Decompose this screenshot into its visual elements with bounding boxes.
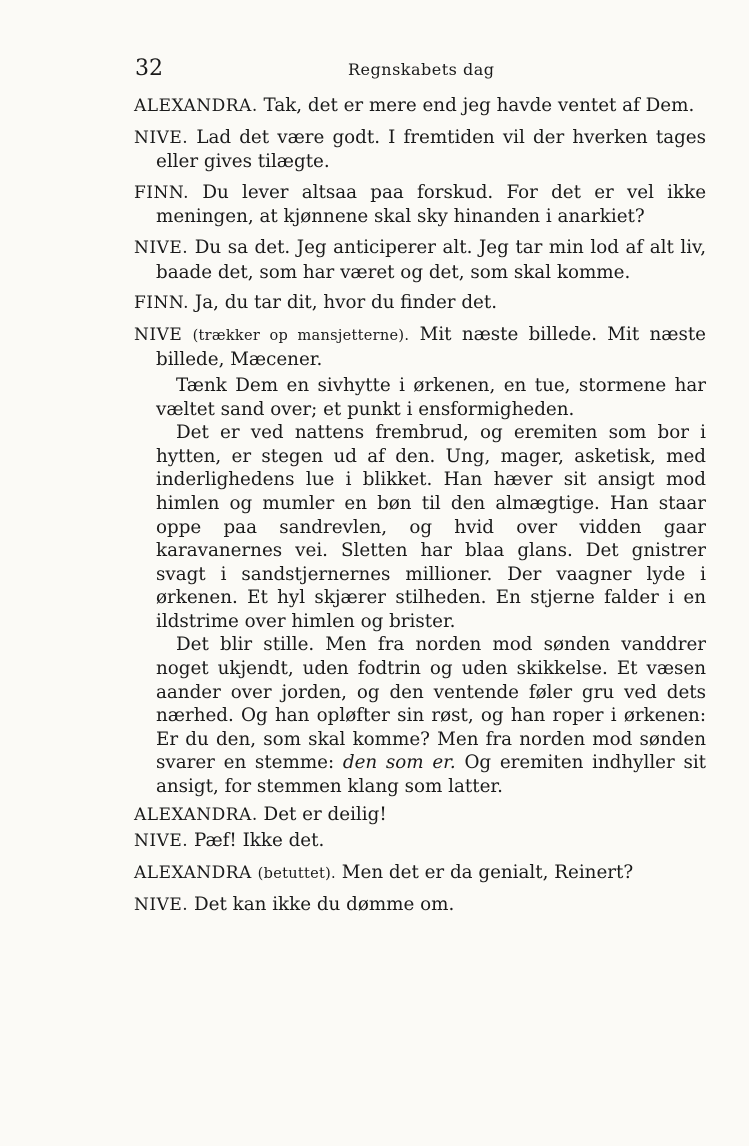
speaker: FINN. bbox=[134, 293, 190, 314]
speech-italic: den som er. bbox=[342, 752, 456, 774]
dialogue-line bbox=[134, 94, 706, 119]
speaker: ALEXANDRA. bbox=[134, 804, 258, 825]
line-text: Men det er da genialt, Reinert? bbox=[341, 861, 634, 883]
stage-direction: (betuttet). bbox=[257, 865, 336, 882]
line-text: Tak, det er mere end jeg havde ventet af Dem. bbox=[263, 95, 695, 116]
line-text: Det kan ikke du dømme om. bbox=[194, 894, 455, 916]
speaker: NIVE bbox=[134, 324, 183, 345]
dialogue-line bbox=[134, 236, 706, 284]
speech-paragraph bbox=[134, 633, 706, 798]
line-text: Mit næste billede. Mit næste billede, Mæcener. bbox=[156, 323, 707, 371]
speaker: NIVE. bbox=[134, 237, 189, 258]
speaker: NIVE. bbox=[134, 831, 189, 852]
line-text: Du sa det. Jeg anticiperer alt. Jeg tar min lod af alt liv, baade det, som har været og det, som skal komme. bbox=[156, 236, 707, 283]
page-body bbox=[134, 94, 706, 925]
line-text: Det er deilig! bbox=[263, 803, 387, 825]
speaker: FINN. bbox=[134, 182, 190, 203]
speaker: NIVE. bbox=[134, 127, 189, 148]
speaker: NIVE. bbox=[134, 895, 189, 916]
speech-text: Det blir stille. Men fra norden mod sønden vanddrer noget ukjendt, uden fodtrin og uden skikkelse. Et væsen aander over jorden, og den ventende føler gru ved dets nærhed. Og han opløfter sin røst, og han roper i ørkenen: Er du den, som skal komme? Men fra norden mod sønden svarer en stemme: bbox=[156, 634, 706, 774]
page-header bbox=[135, 56, 635, 86]
running-title: Regnskabets dag bbox=[348, 60, 495, 79]
dialogue-line bbox=[134, 291, 706, 316]
line-text: Pæf! Ikke det. bbox=[194, 830, 325, 852]
speech-paragraph: Tænk Dem en sivhytte i ørkenen, en tue, stormene har væltet sand over; et punkt i ensformigheden. bbox=[156, 374, 706, 420]
stage-direction: (trækker op mansjetterne). bbox=[192, 327, 410, 344]
speech-text: Og eremiten indhyller sit ansigt, for stemmen klang som latter. bbox=[156, 752, 707, 798]
line-text: Lad det være godt. I fremtiden vil der hverken tages eller gives tilægte. bbox=[156, 126, 707, 173]
dialogue-line bbox=[134, 893, 706, 918]
speaker: ALEXANDRA bbox=[134, 862, 252, 883]
dialogue-line bbox=[134, 861, 706, 887]
page-number: 32 bbox=[135, 56, 163, 81]
line-text: Ja, du tar dit, hvor du finder det. bbox=[194, 292, 498, 314]
dialogue-line bbox=[134, 323, 706, 372]
dialogue-line bbox=[134, 829, 706, 854]
speech-paragraph: Det er ved nattens frembrud, og eremiten som bor i hytten, er stegen ud af den. Ung, mager, asketisk, med inderlighedens lue i blikket. Han hæver sit ansigt mod himlen og mumler en bøn til den almægtige. Han staar oppe paa sandrevlen, og hvid over vidden gaar karavanernes vei. Sletten har blaa glans. Det gnistrer svagt i sandstjernernes millioner. Der vaagner lyde i ørkenen. Et hyl skjærer stilheden. En stjerne falder i en ildstrime over himlen og brister. bbox=[156, 422, 706, 632]
speaker: ALEXANDRA. bbox=[134, 96, 258, 116]
line-text: Du lever altsaa paa forskud. For det er vel ikke meningen, at kjønnene skal sky hinanden i anarkiet? bbox=[156, 181, 707, 228]
dialogue-line bbox=[134, 126, 706, 174]
dialogue-line bbox=[134, 803, 706, 828]
dialogue-line bbox=[134, 181, 706, 229]
